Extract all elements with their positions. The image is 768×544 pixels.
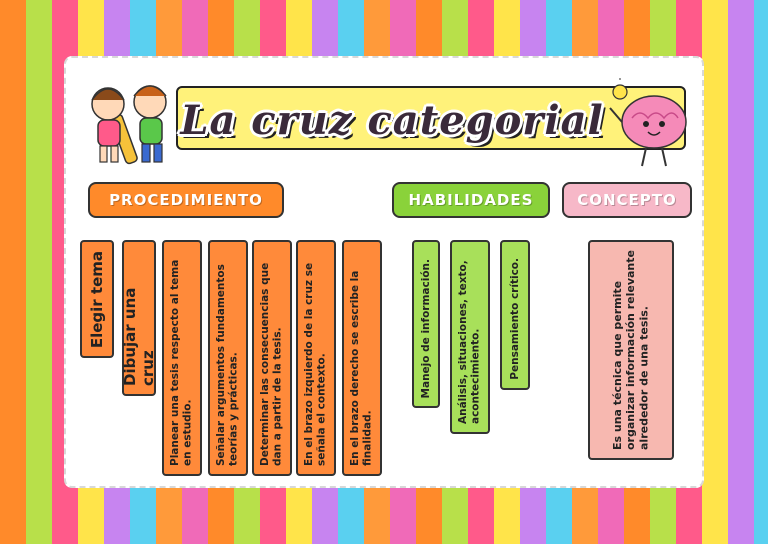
kids-illustration bbox=[78, 74, 188, 174]
card-procedimiento-4 bbox=[208, 240, 248, 476]
card-procedimiento-3 bbox=[162, 240, 202, 476]
brain-mascot-icon bbox=[606, 78, 696, 178]
card-text: Manejo de información. bbox=[419, 258, 432, 398]
header-concepto: CONCEPTO bbox=[562, 182, 692, 218]
card-concepto bbox=[588, 240, 674, 460]
card-procedimiento-1 bbox=[80, 240, 114, 358]
card-text: En el brazo derecho se escribe la finalidad. bbox=[349, 270, 374, 466]
card-text: Elegir tema bbox=[88, 250, 106, 348]
card-habilidades-1 bbox=[412, 240, 440, 408]
card-text: Planear una tesis respecto al tema en estudio. bbox=[169, 259, 194, 466]
card-procedimiento-2 bbox=[122, 240, 156, 396]
content-sheet bbox=[64, 56, 704, 488]
card-text: Análisis, situaciones, texto, acontecimiento. bbox=[457, 260, 482, 424]
card-procedimiento-6 bbox=[296, 240, 336, 476]
header-procedimiento: PROCEDIMIENTO bbox=[88, 182, 284, 218]
card-procedimiento-7 bbox=[342, 240, 382, 476]
header-habilidades: HABILIDADES bbox=[392, 182, 550, 218]
card-text: Señalar argumentos fundamentos teorías y prácticas. bbox=[215, 264, 240, 466]
card-text: Dibujar una cruz bbox=[121, 287, 157, 386]
card-habilidades-2 bbox=[450, 240, 490, 434]
card-text: Es una técnica que permite organizar información relevante alrededor de una tesis. bbox=[611, 250, 651, 450]
page-title: La cruz categorial bbox=[180, 96, 604, 144]
card-text: Determinar las consecuencias que dan a partir de la tesis. bbox=[259, 262, 284, 466]
card-habilidades-3 bbox=[500, 240, 530, 390]
card-text: En el brazo izquierdo de la cruz se señala el contexto. bbox=[303, 262, 328, 466]
card-procedimiento-5 bbox=[252, 240, 292, 476]
card-text: Pensamiento crítico. bbox=[508, 258, 521, 380]
